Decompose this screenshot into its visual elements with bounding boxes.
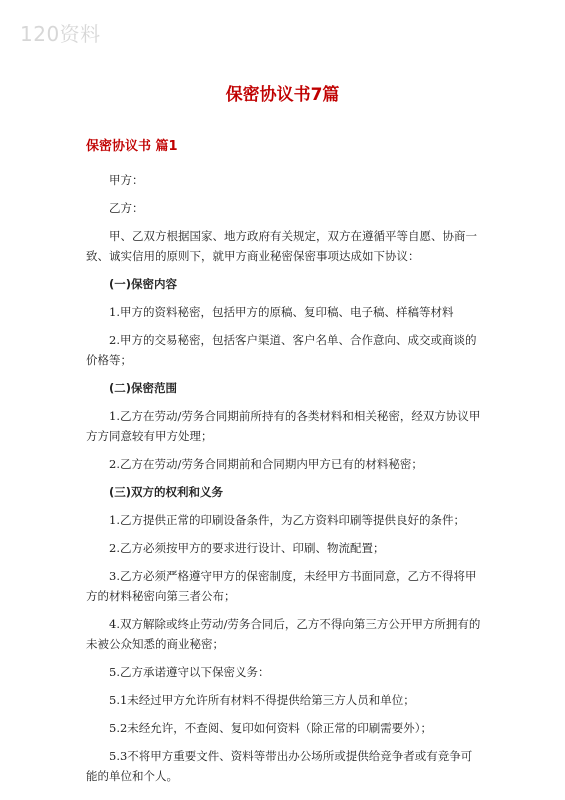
- paragraph: 4.双方解除或终止劳动/劳务合同后，乙方不得向第三方公开甲方所拥有的未被公众知悉的商业秘密；: [86, 617, 481, 651]
- watermark-logo: 120资料: [20, 22, 101, 46]
- paragraph: 5.3不将甲方重要文件、资料等带出办公场所或提供给竞争者或有竞争可能的单位和个人。: [86, 749, 473, 783]
- paragraph: 甲、乙双方根据国家、地方政府有关规定，双方在遵循平等自愿、协商一致、诚实信用的原则下，就甲方商业秘密保密事项达成如下协议：: [86, 229, 477, 263]
- paragraph: 1.乙方提供正常的印刷设备条件，为乙方资料印刷等提供良好的条件；: [109, 513, 465, 527]
- paragraph: 乙方：: [109, 201, 144, 215]
- paragraph: 5.乙方承诺遵守以下保密义务：: [109, 665, 270, 679]
- paragraph: 1.甲方的资料秘密，包括甲方的原稿、复印稿、电子稿、样稿等材料: [109, 305, 454, 319]
- document-title: 保密协议书7篇: [225, 85, 340, 105]
- paragraph: 2.甲方的交易秘密，包括客户渠道、客户名单、合作意向、成交或商谈的价格等；: [86, 333, 477, 367]
- subheading: (二)保密范围: [109, 381, 178, 395]
- paragraph: 3.乙方必须严格遵守甲方的保密制度，未经甲方书面同意，乙方不得将甲方的材料秘密向第三者公布；: [86, 569, 477, 603]
- section-title: 保密协议书 篇1: [86, 139, 178, 154]
- subheading: (三)双方的权利和义务: [109, 485, 224, 499]
- paragraph: 1.乙方在劳动/劳务合同期前所持有的各类材料和相关秘密，经双方协议甲方方同意较有甲方处理；: [86, 409, 481, 443]
- paragraph: 2.乙方在劳动/劳务合同期前和合同期内甲方已有的材料秘密；: [109, 457, 423, 471]
- document-body: [86, 170, 481, 794]
- paragraph: 5.1未经过甲方允许所有材料不得提供给第三方人员和单位；: [109, 693, 415, 707]
- subheading: (一)保密内容: [109, 277, 178, 291]
- paragraph: 5.2未经允许，不查阅、复印如何资料（除正常的印刷需要外）；: [109, 721, 433, 735]
- paragraph: 甲方：: [109, 173, 144, 187]
- paragraph: 2.乙方必须按甲方的要求进行设计、印刷、物流配置；: [109, 541, 385, 555]
